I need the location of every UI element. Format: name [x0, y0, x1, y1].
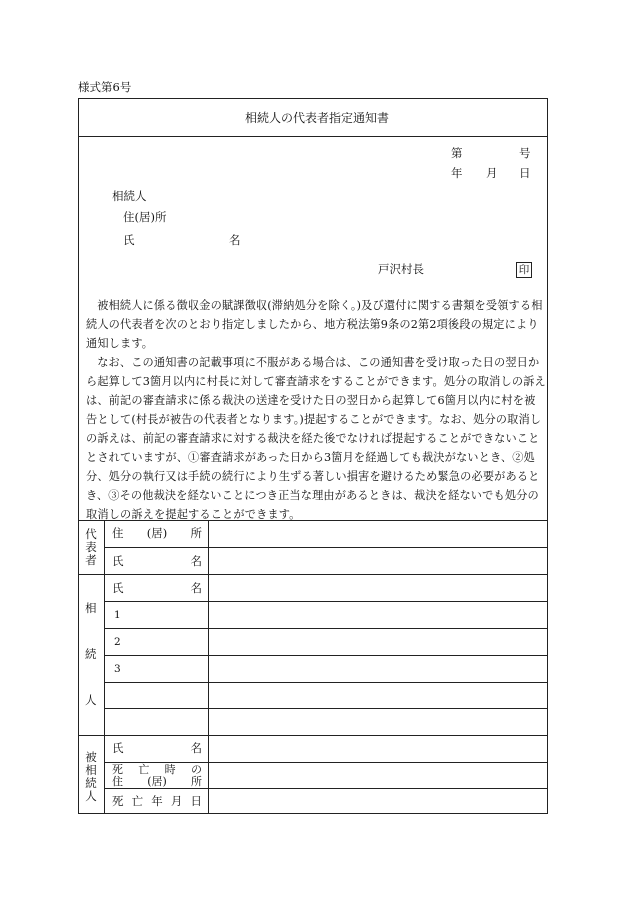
heir-row-number-1: 1: [114, 609, 121, 621]
table-col-divider-2: [208, 520, 209, 814]
rep-address-label: [112, 528, 202, 540]
row-line: [104, 655, 548, 656]
heirs-label-char-2: 続: [85, 647, 97, 661]
recipient-address-label: 住(居)所: [123, 210, 167, 224]
notice-body: [86, 296, 546, 524]
heirs-name-label-char: 氏: [112, 581, 124, 595]
date-day: 日: [519, 166, 531, 180]
form-number: 様式第6号: [78, 80, 132, 94]
row-line: [104, 628, 548, 629]
table-top-border: [78, 520, 548, 521]
rep-name-label-char: 氏: [112, 554, 124, 568]
notice-paragraph-1: 被相続人に係る徴収金の賦課徴収(滞納処分を除く。)及び還付に関する書類を受領する相続人の代表者を次のとおり指定しましたから、地方税法第9条の2第2項後段の規定により通知します。: [86, 299, 543, 350]
death-date-label-char: 日: [190, 794, 202, 808]
heir-row-number-3: 3: [114, 663, 121, 675]
death-time-label-char: 亡: [138, 763, 150, 776]
date-month: 月: [486, 166, 498, 180]
death-date-label-char: 年: [151, 794, 163, 808]
row-line: [104, 601, 548, 602]
death-address-label-char: (居): [147, 775, 167, 788]
title-divider: [78, 136, 548, 137]
rep-address-label-char: 住: [112, 526, 124, 540]
rep-address-label-char: 所: [190, 526, 202, 540]
recipient-label: 相続人: [112, 189, 147, 203]
row-line: [104, 708, 548, 709]
heirs-name-label-char: 名: [190, 581, 202, 595]
death-date-label-char: 死: [112, 794, 124, 808]
section-line-heirs: [78, 735, 548, 736]
document-title: 相続人の代表者指定通知書: [245, 111, 390, 125]
death-date-label-char: 月: [170, 794, 183, 808]
death-address-label: [112, 776, 202, 787]
table-col-divider-1: [104, 520, 105, 814]
death-address-label-char: 住: [112, 775, 123, 788]
death-date-label-char: 亡: [131, 794, 144, 808]
heirs-label-char-1: 相: [85, 601, 97, 615]
deceased-name-label: [112, 743, 202, 755]
death-time-label-char: 時: [164, 763, 176, 776]
recipient-name-label-1: 氏: [123, 233, 135, 247]
deceased-label: 被相続人: [85, 750, 97, 803]
rep-address-label-char: (居): [146, 526, 168, 540]
deceased-name-label-char: 氏: [112, 741, 124, 755]
issuer-name: 戸沢村長: [378, 262, 424, 276]
notice-paragraph-2: なお、この通知書の記載事項に不服がある場合は、この通知書を受け取った日の翌日から起算して3箇月以内に村長に対して審査請求をすることができます。処分の取消しの訴えは、前記の審査請求に係る裁決の送達を受けた日の翌日から起算して6箇月以内に村を被告として(村長が被告の代表者となります。)提起することができます。なお、処分の取消しの訴えは、前記の審査請求に対する裁決を経た後でなければ提起することができないこととされていますが、①審査請求があった日から3箇月を経過しても裁決がないとき、②処分、処分の執行又は手続の続行により生ずる著しい損害を避けるため緊急の必要があるとき、③その他裁決を経ないことにつき正当な理由があるときは、裁決を経ないでも処分の取消しの訴えを提起することができます。: [86, 356, 546, 521]
section-line-rep: [78, 574, 548, 575]
row-line: [104, 547, 548, 548]
representative-label: 代表者: [85, 527, 97, 567]
death-time-label: [112, 764, 202, 775]
heirs-label-char-3: 人: [85, 693, 97, 707]
death-date-label: [112, 796, 202, 808]
row-line: [104, 682, 548, 683]
row-line: [104, 788, 548, 789]
number-suffix: 号: [519, 146, 531, 160]
date-year: 年: [451, 166, 463, 180]
recipient-name-label-2: 名: [229, 233, 241, 247]
death-time-label-char: の: [190, 763, 202, 776]
heir-row-number-2: 2: [114, 636, 121, 648]
heirs-name-label: [112, 583, 202, 595]
seal-mark: 印: [516, 262, 532, 278]
rep-name-label: [112, 556, 202, 568]
death-address-label-char: 所: [191, 775, 202, 788]
death-time-label-char: 死: [112, 763, 123, 776]
number-prefix: 第: [451, 146, 463, 160]
deceased-name-label-char: 名: [190, 741, 202, 755]
rep-name-label-char: 名: [190, 554, 202, 568]
